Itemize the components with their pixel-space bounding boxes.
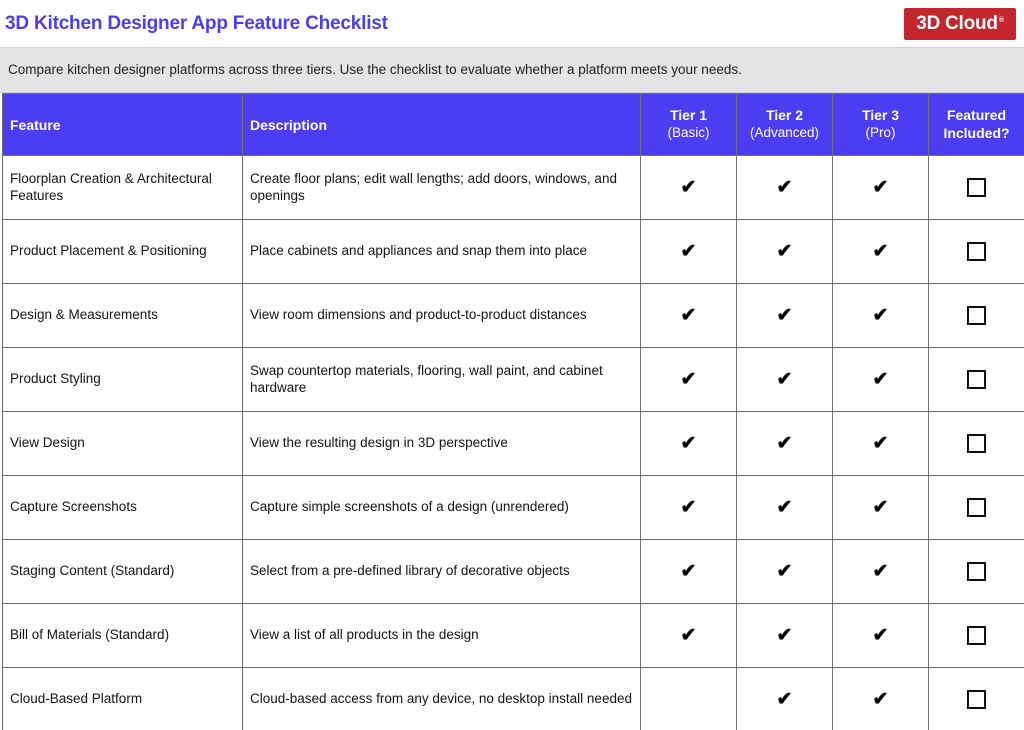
feature-name-cell: Floorplan Creation & Architectural Features [3, 156, 243, 220]
checkbox-icon[interactable] [967, 242, 986, 261]
check-icon: ✔ [872, 368, 889, 390]
featured-included-cell[interactable] [929, 476, 1024, 540]
feature-description-cell: Select from a pre-defined library of decorative objects [243, 540, 641, 604]
check-icon: ✔ [776, 560, 793, 582]
check-icon: ✔ [680, 432, 697, 454]
table-row [3, 540, 1024, 604]
document-header [0, 0, 1024, 47]
check-icon: ✔ [680, 560, 697, 582]
tier1-availability-cell [641, 476, 737, 540]
logo-trademark-icon: ® [998, 16, 1004, 24]
tier2-availability-cell [737, 220, 833, 284]
featured-included-cell[interactable] [929, 284, 1024, 348]
feature-name-cell: Design & Measurements [3, 284, 243, 348]
featured-included-cell[interactable] [929, 156, 1024, 220]
checkbox-icon[interactable] [967, 306, 986, 325]
check-icon: ✔ [872, 560, 889, 582]
check-icon: ✔ [680, 624, 697, 646]
table-row [3, 668, 1024, 730]
tier3-availability-cell [833, 412, 929, 476]
tier2-availability-cell [737, 412, 833, 476]
tier2-availability-cell [737, 604, 833, 668]
tier2-availability-cell [737, 668, 833, 730]
feature-description-cell: View the resulting design in 3D perspective [243, 412, 641, 476]
check-icon: ✔ [776, 176, 793, 198]
tier1-availability-cell [641, 348, 737, 412]
table-row [3, 604, 1024, 668]
tier2-availability-cell [737, 284, 833, 348]
feature-name-cell: Capture Screenshots [3, 476, 243, 540]
tier3-availability-cell [833, 284, 929, 348]
table-row [3, 284, 1024, 348]
logo-text-3d: 3D [916, 12, 940, 34]
check-icon: ✔ [680, 176, 697, 198]
tier2-availability-cell [737, 540, 833, 604]
tier1-availability-cell [641, 156, 737, 220]
featured-included-cell[interactable] [929, 348, 1024, 412]
table-row [3, 412, 1024, 476]
column-header-tier3-main: Tier 3 [861, 107, 900, 124]
tier1-availability-cell [641, 540, 737, 604]
feature-name-cell: Product Styling [3, 348, 243, 412]
feature-description-cell: Place cabinets and appliances and snap them into place [243, 220, 641, 284]
check-icon: ✔ [872, 240, 889, 262]
tier3-availability-cell [833, 540, 929, 604]
feature-description-cell: Capture simple screenshots of a design (unrendered) [243, 476, 641, 540]
column-header-tier2-sub: (Advanced) [749, 124, 820, 140]
tier3-availability-cell [833, 348, 929, 412]
tier1-availability-cell [641, 412, 737, 476]
check-icon: ✔ [776, 496, 793, 518]
tier1-availability-cell [641, 220, 737, 284]
featured-included-cell[interactable] [929, 220, 1024, 284]
check-icon: ✔ [872, 624, 889, 646]
instructions-text: Compare kitchen designer platforms across three tiers. Use the checklist to evaluate whether a platform meets your needs. [8, 62, 742, 78]
column-header-description: Description [243, 94, 641, 156]
column-header-featured-line1: Featured [946, 107, 1007, 123]
page-title: 3D Kitchen Designer App Feature Checklist [5, 13, 388, 34]
tier3-availability-cell [833, 220, 929, 284]
tier1-availability-cell [641, 284, 737, 348]
table-body [3, 156, 1024, 730]
checkbox-icon[interactable] [967, 370, 986, 389]
tier3-availability-cell [833, 156, 929, 220]
feature-description-cell: Create floor plans; edit wall lengths; add doors, windows, and openings [243, 156, 641, 220]
instructions-band [0, 47, 1024, 93]
feature-description-cell: View a list of all products in the design [243, 604, 641, 668]
column-header-tier1 [641, 94, 737, 156]
check-icon: ✔ [680, 368, 697, 390]
tier1-availability-cell [641, 668, 737, 730]
feature-description-cell: Swap countertop materials, flooring, wall paint, and cabinet hardware [243, 348, 641, 412]
check-icon: ✔ [872, 432, 889, 454]
featured-included-cell[interactable] [929, 668, 1024, 730]
table-row [3, 476, 1024, 540]
feature-name-cell: Bill of Materials (Standard) [3, 604, 243, 668]
check-icon: ✔ [872, 176, 889, 198]
checkbox-icon[interactable] [967, 434, 986, 453]
check-icon: ✔ [776, 304, 793, 326]
checkbox-icon[interactable] [967, 178, 986, 197]
column-header-tier1-main: Tier 1 [669, 107, 708, 124]
feature-name-cell: Cloud-Based Platform [3, 668, 243, 730]
checkbox-icon[interactable] [967, 690, 986, 709]
feature-name-cell: View Design [3, 412, 243, 476]
column-header-feature: Feature [3, 94, 243, 156]
column-header-tier2 [737, 94, 833, 156]
checkbox-icon[interactable] [967, 498, 986, 517]
column-header-tier1-sub: (Basic) [667, 124, 710, 140]
featured-included-cell[interactable] [929, 412, 1024, 476]
table-header-row [3, 94, 1024, 156]
featured-included-cell[interactable] [929, 604, 1024, 668]
table-row [3, 348, 1024, 412]
check-icon: ✔ [872, 496, 889, 518]
table-row [3, 220, 1024, 284]
table-row [3, 156, 1024, 220]
checkbox-icon[interactable] [967, 562, 986, 581]
check-icon: ✔ [680, 240, 697, 262]
logo-text-cloud: Cloud [945, 12, 998, 34]
feature-description-cell: View room dimensions and product-to-product distances [243, 284, 641, 348]
feature-name-cell: Product Placement & Positioning [3, 220, 243, 284]
check-icon: ✔ [776, 432, 793, 454]
tier2-availability-cell [737, 476, 833, 540]
featured-included-cell[interactable] [929, 540, 1024, 604]
checkbox-icon[interactable] [967, 626, 986, 645]
check-icon: ✔ [680, 304, 697, 326]
check-icon: ✔ [776, 368, 793, 390]
checklist-table-wrapper [0, 93, 1024, 730]
tier2-availability-cell [737, 156, 833, 220]
column-header-tier2-main: Tier 2 [765, 107, 804, 124]
brand-logo [904, 8, 1016, 40]
column-header-featured-line2: Included? [943, 124, 1010, 141]
check-icon: ✔ [776, 240, 793, 262]
column-header-tier3 [833, 94, 929, 156]
check-icon: ✔ [776, 688, 793, 710]
feature-description-cell: Cloud-based access from any device, no desktop install needed [243, 668, 641, 730]
check-icon: ✔ [776, 624, 793, 646]
tier3-availability-cell [833, 476, 929, 540]
column-header-featured-included [929, 94, 1024, 156]
check-icon: ✔ [872, 304, 889, 326]
feature-checklist-table [2, 93, 1024, 730]
check-icon: ✔ [680, 496, 697, 518]
feature-name-cell: Staging Content (Standard) [3, 540, 243, 604]
tier3-availability-cell [833, 668, 929, 730]
tier1-availability-cell [641, 604, 737, 668]
tier3-availability-cell [833, 604, 929, 668]
column-header-tier3-sub: (Pro) [865, 124, 896, 140]
tier2-availability-cell [737, 348, 833, 412]
check-icon: ✔ [872, 688, 889, 710]
table-header [3, 94, 1024, 156]
